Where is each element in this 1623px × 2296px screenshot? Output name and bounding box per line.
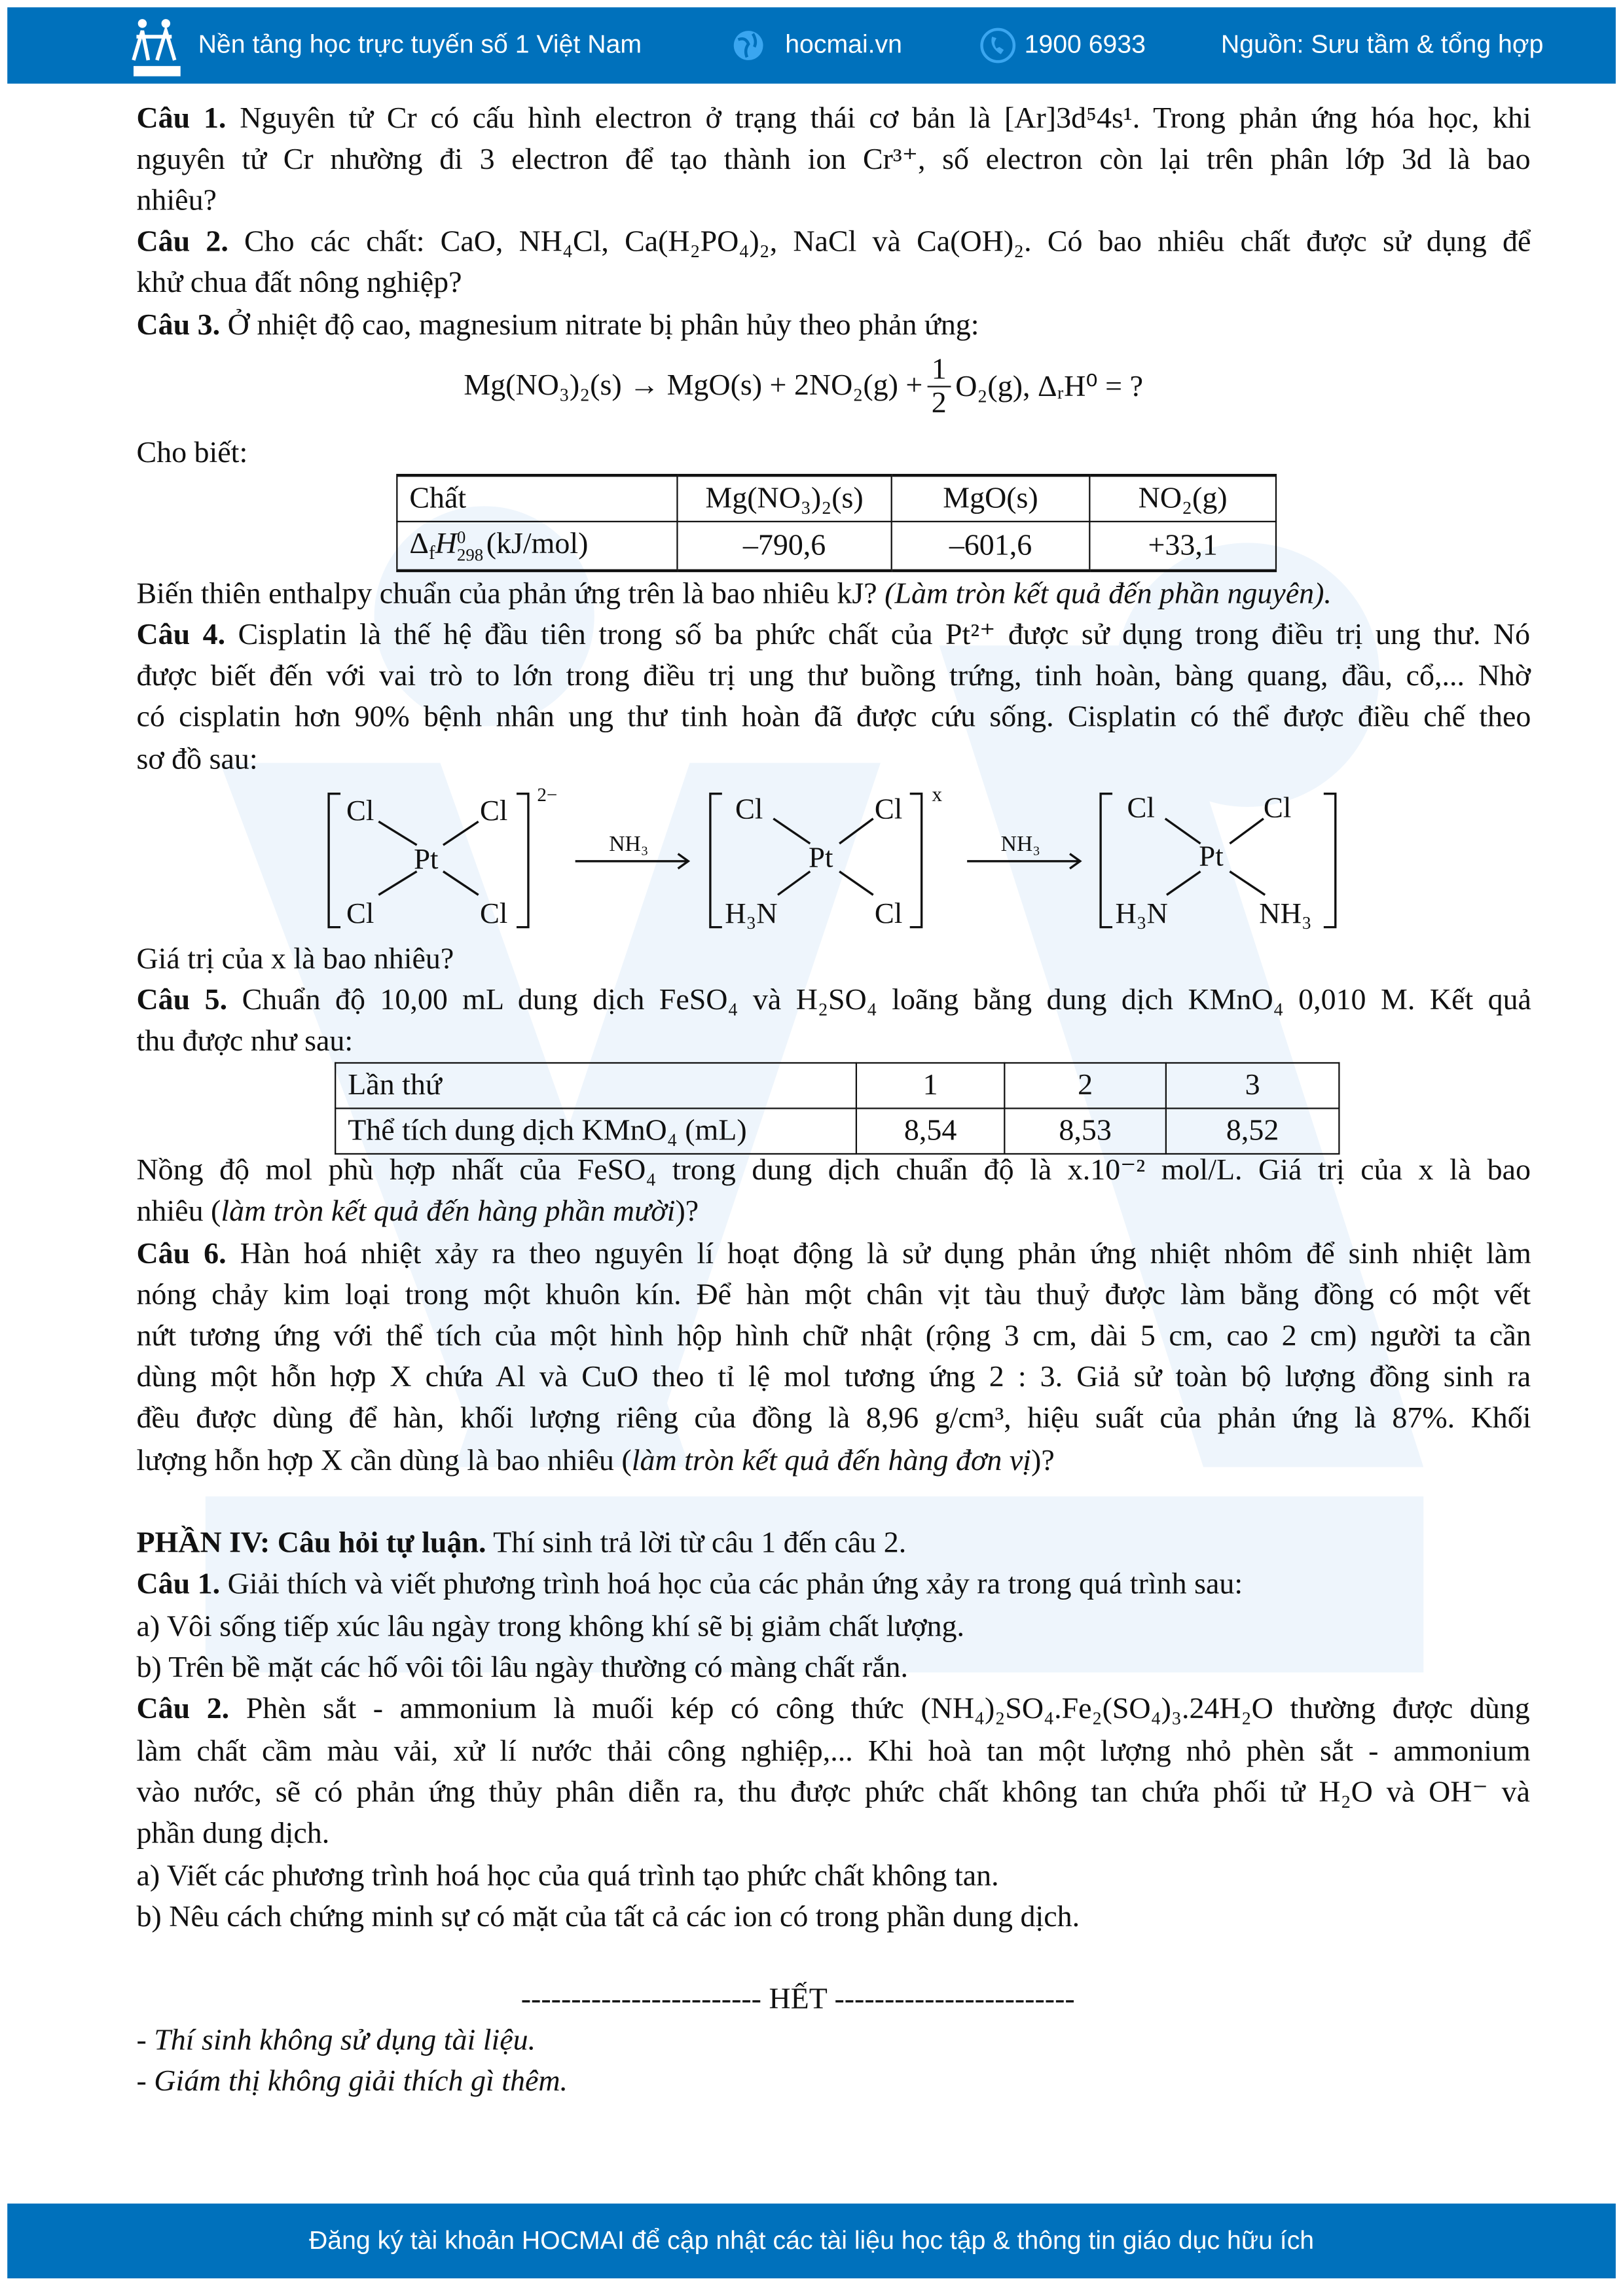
table-header-cell: NO₂(g) bbox=[1089, 475, 1276, 522]
titration-table bbox=[335, 1062, 1340, 1155]
question-label: Câu 5. bbox=[136, 984, 228, 1017]
subscript-298: 298 bbox=[456, 544, 484, 565]
line-text: làm chất cầm màu vải, xử lí nước thải công nghiệp,... Khi hoà tan một lượng nhỏ phèn sắt - ammonium bbox=[136, 1735, 1531, 1768]
line-text: đều được dùng để hàn, khối lượng riêng của đồng là 8,96 g/cm³, hiệu suất của phản ứng là 87%. Khối bbox=[136, 1402, 1531, 1435]
line-text: ------------------------ HẾT ------------------------ bbox=[520, 1983, 1075, 2016]
unit-label: (kJ/mol) bbox=[486, 527, 589, 560]
question-label: Câu 1. bbox=[136, 1568, 221, 1601]
charge-label: x bbox=[932, 782, 943, 806]
ligand-cl: Cl bbox=[1127, 791, 1155, 824]
h-symbol: H bbox=[435, 527, 457, 560]
table-cell: –601,6 bbox=[892, 522, 1090, 571]
ligand-h3n: H₃N bbox=[725, 896, 778, 929]
line-text: khử chua đất nông nghiệp? bbox=[136, 266, 462, 300]
platinum-center: Pt bbox=[809, 840, 833, 874]
table-cell: Lần thứ bbox=[335, 1063, 856, 1108]
table-row bbox=[335, 1108, 1339, 1153]
question-label: Câu 3. bbox=[136, 309, 221, 342]
ligand-cl: Cl bbox=[479, 793, 508, 827]
ligand-cl: Cl bbox=[1263, 791, 1292, 824]
fraction-numerator: 1 bbox=[927, 353, 951, 387]
line-text: được biết đến với vai trò to lớn trong điều trị ung thư buồng trứng, tinh hoàn, bàng quang, đầu, cổ,... Nhờ bbox=[136, 660, 1531, 692]
source-note: Nguồn: Sưu tầm & tổng hợp bbox=[1220, 29, 1544, 59]
platinum-center: Pt bbox=[1199, 839, 1224, 872]
line-text: vào nước, sẽ có phản ứng thủy phân diễn ra, thu được phức chất không tan chứa phối tử H₂O và OH⁻ và bbox=[136, 1776, 1531, 1809]
fraction-denominator: 2 bbox=[931, 386, 947, 419]
website-link[interactable]: hocmai.vn bbox=[785, 29, 902, 59]
line-text: Cho biết: bbox=[136, 437, 248, 470]
equation-left: Mg(NO₃)₂(s) → MgO(s) + 2NO₂(g) + bbox=[464, 368, 923, 402]
line-text: Cisplatin là thế hệ đầu tiên trong số ba phức chất của Pt²⁺ được sử dụng trong điều trị ung thư. Nó bbox=[225, 619, 1531, 652]
question-label: Câu 1. bbox=[136, 102, 227, 135]
italic-note: (Làm tròn kết quả đến phần nguyên). bbox=[884, 578, 1332, 611]
hotline-number[interactable]: 1900 6933 bbox=[1024, 29, 1146, 59]
italic-note: - Thí sinh không sử dụng tài liệu. bbox=[136, 2024, 536, 2057]
ligand-cl: Cl bbox=[735, 792, 763, 825]
line-text: )? bbox=[675, 1195, 699, 1229]
line-text: dùng một hỗn hợp X chứa Al và CuO theo tỉ lệ mol tương ứng 2 : 3. Giả sử toàn bộ lượng đồng sinh ra bbox=[136, 1361, 1531, 1394]
ligand-cl: Cl bbox=[874, 792, 903, 825]
line-text: nguyên tử Cr nhường đi 3 electron để tạo thành ion Cr³⁺, số electron còn lại trên phân lớp 3d là bao bbox=[136, 143, 1531, 176]
reagent-label: NH₃ bbox=[609, 832, 649, 857]
line-text: Cho các chất: CaO, NH₄Cl, Ca(H₂PO₄)₂, NaCl và Ca(OH)₂. Có bao nhiêu chất được sử dụng để bbox=[228, 226, 1531, 259]
table-header-cell: Mg(NO₃)₂(s) bbox=[677, 475, 891, 522]
line-text: phần dung dịch. bbox=[136, 1818, 330, 1850]
ligand-cl: Cl bbox=[874, 896, 903, 929]
charge-label: 2− bbox=[537, 784, 558, 806]
f-subscript: f bbox=[428, 540, 435, 563]
line-text: a) Vôi sống tiếp xúc lâu ngày trong không khí sẽ bị giảm chất lượng. bbox=[136, 1611, 965, 1643]
line-text: có cisplatin hơn 90% bệnh nhân ung thư tinh hoàn đã được cứu sống. Cisplatin có thể được điều chế theo bbox=[136, 701, 1531, 734]
question-label: Câu 2. bbox=[136, 1693, 230, 1726]
superscript-zero: 0 bbox=[456, 526, 466, 547]
line-text: b) Nêu cách chứng minh sự có mặt của tất cả các ion có trong phần dung dịch. bbox=[136, 1901, 1080, 1934]
line-text: sơ đồ sau: bbox=[136, 744, 258, 776]
ligand-cl: Cl bbox=[479, 896, 508, 929]
line-text: nhiêu? bbox=[136, 185, 217, 217]
reagent-label: NH₃ bbox=[1000, 832, 1040, 857]
ligand-cl: Cl bbox=[346, 793, 374, 827]
ligand-h3n: H₃N bbox=[1115, 896, 1168, 929]
table-row bbox=[335, 1063, 1339, 1108]
table-cell: +33,1 bbox=[1089, 522, 1276, 571]
line-text: nhiêu ( bbox=[136, 1195, 221, 1229]
line-text: )? bbox=[1031, 1444, 1055, 1478]
line-text: nóng chảy kim loại trong một khuôn kín. Để hàn một chân vịt tàu thuỷ được làm bằng đồng có một vết bbox=[136, 1279, 1531, 1312]
line-text: Nồng độ mol phù hợp nhất của FeSO₄ trong dung dịch chuẩn độ là x.10⁻² mol/L. Giá trị của x là bao bbox=[136, 1155, 1531, 1187]
line-text: nứt tương ứng với thể tích của một hình hộp hình chữ nhật (rộng 3 cm, dài 5 cm, cao 2 cm) người ta cần bbox=[136, 1320, 1531, 1353]
equation-right: O₂(g), ΔᵣH⁰ = ? bbox=[955, 370, 1143, 403]
table-cell: 8,54 bbox=[856, 1108, 1004, 1153]
question-label: Câu 6. bbox=[136, 1238, 227, 1271]
line-text: Hàn hoá nhiệt xảy ra theo nguyên lí hoạt động là sử dụng phản ứng nhiệt nhôm để sinh nhiệt làm bbox=[226, 1238, 1531, 1271]
footer-signup-text[interactable]: Đăng ký tài khoản HOCMAI để cập nhật các tài liệu học tập & thông tin giáo dục hữu ích bbox=[308, 2225, 1315, 2255]
ligand-cl: Cl bbox=[346, 896, 374, 929]
table-header-cell: MgO(s) bbox=[892, 475, 1090, 522]
line-text: Thí sinh trả lời từ câu 1 đến câu 2. bbox=[486, 1527, 907, 1560]
delta-symbol: Δ bbox=[409, 527, 429, 560]
italic-note: - Giám thị không giải thích gì thêm. bbox=[136, 2066, 568, 2098]
table-cell: –790,6 bbox=[677, 522, 891, 571]
line-text: Nguyên tử Cr có cấu hình electron ở trạng thái cơ bản là [Ar]3d⁵4s¹. Trong phản ứng hóa học, khi bbox=[226, 102, 1531, 135]
italic-note: làm tròn kết quả đến hàng phần mười bbox=[221, 1195, 676, 1229]
line-text: lượng hỗn hợp X cần dùng là bao nhiêu ( bbox=[136, 1444, 632, 1478]
line-text: Ở nhiệt độ cao, magnesium nitrate bị phân hủy theo phản ứng: bbox=[220, 309, 979, 342]
line-text: Biến thiên enthalpy chuẩn của phản ứng trên là bao nhiêu kJ? bbox=[136, 578, 885, 611]
footer-bar bbox=[7, 2204, 1616, 2278]
table-cell: 8,53 bbox=[1004, 1108, 1166, 1153]
line-text: a) Viết các phương trình hoá học của quá trình tạo phức chất không tan. bbox=[136, 1860, 999, 1893]
platinum-center: Pt bbox=[414, 842, 439, 875]
line-text: thu được như sau: bbox=[136, 1025, 354, 1058]
line-text: Phèn sắt - ammonium là muối kép có công thức (NH₄)₂SO₄.Fe₂(SO₄)₃.24H₂O thường được dùng bbox=[229, 1693, 1530, 1726]
line-text: b) Trên bề mặt các hố vôi tôi lâu ngày thường có màng chất rắn. bbox=[136, 1651, 909, 1685]
table-cell: 2 bbox=[1004, 1063, 1166, 1108]
ligand-nh3: NH₃ bbox=[1259, 896, 1312, 929]
header-tagline: Nền tảng học trực tuyến số 1 Việt Nam bbox=[198, 29, 642, 59]
question-label: PHẦN IV: Câu hỏi tự luận. bbox=[136, 1527, 486, 1560]
italic-note: làm tròn kết quả đến hàng đơn vị bbox=[631, 1444, 1032, 1478]
table-header-cell: Chất bbox=[397, 475, 677, 522]
line-text: Giải thích và viết phương trình hoá học của các phản ứng xảy ra trong quá trình sau: bbox=[220, 1568, 1243, 1601]
table-cell: 8,52 bbox=[1166, 1108, 1339, 1153]
table-cell: 1 bbox=[856, 1063, 1004, 1108]
line-text: Chuẩn độ 10,00 mL dung dịch FeSO₄ và H₂SO₄ loãng bằng dung dịch KMnO₄ 0,010 M. Kết quả bbox=[227, 984, 1531, 1017]
table-cell: Thể tích dung dịch KMnO₄ (mL) bbox=[335, 1108, 856, 1153]
table-cell: 3 bbox=[1166, 1063, 1339, 1108]
question-label: Câu 2. bbox=[136, 226, 228, 259]
line-text: Giá trị của x là bao nhiêu? bbox=[136, 943, 454, 976]
question-label: Câu 4. bbox=[136, 619, 226, 652]
